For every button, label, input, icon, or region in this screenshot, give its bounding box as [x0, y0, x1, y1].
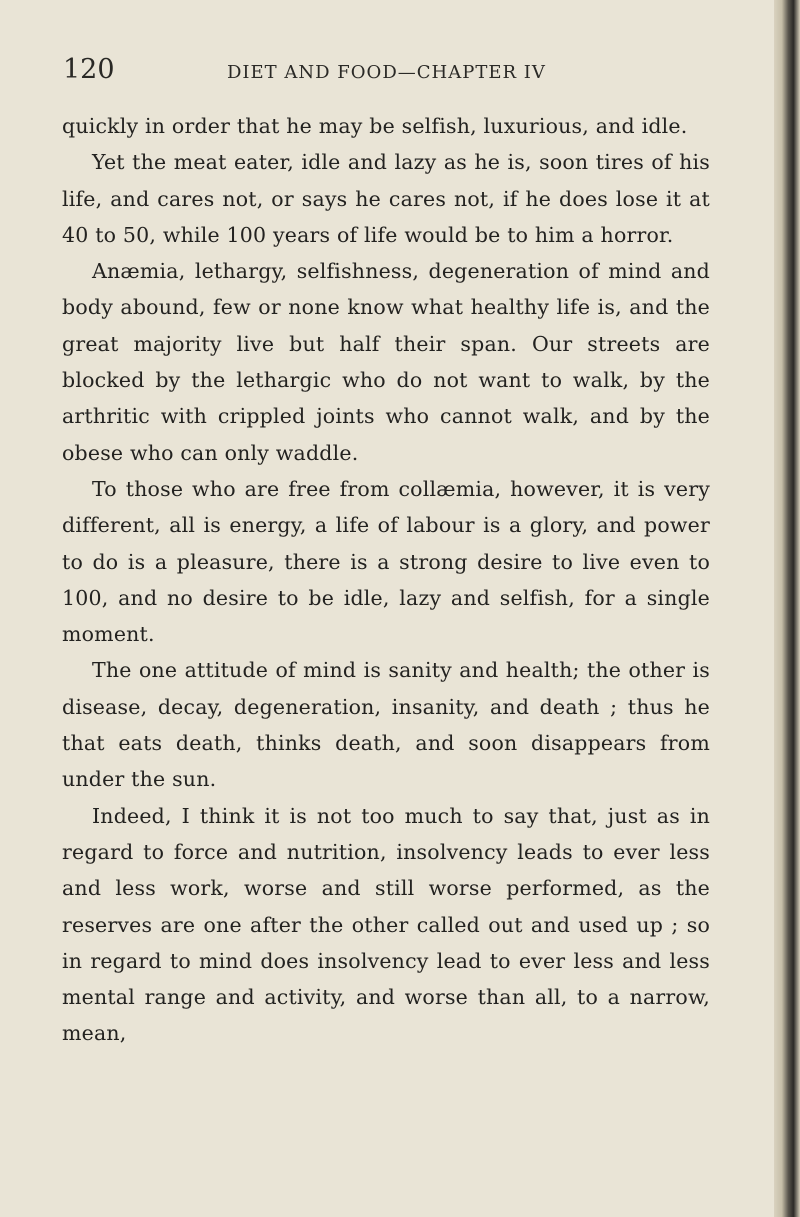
page-number: 120	[63, 54, 115, 85]
page-header	[0, 54, 800, 94]
page-binding-edge	[774, 0, 800, 1217]
paragraph: To those who are free from collæmia, however, it is very different, all is energy, a life of labour is a glory, and power to do is a pleasure, there is a strong desire to live even to 100, and no desire to be idle, lazy and selfish, for a single moment.	[62, 476, 710, 647]
paragraph: Anæmia, lethargy, selfishness, degeneration of mind and body abound, few or none know what healthy life is, and the great majority live but half their span. Our streets are blocked by the lethargic who do not want to walk, by the arthritic with crippled joints who cannot walk, and by the obese who can only waddle.	[62, 259, 710, 465]
paragraph: The one attitude of mind is sanity and health; the other is disease, decay, degeneration, insanity, and death ; thus he that eats death, thinks death, and soon disappears from under the sun.	[62, 658, 710, 792]
body-text	[62, 108, 710, 1052]
paragraph: Indeed, I think it is not too much to say that, just as in regard to force and nutrition, insolvency leads to ever less and less work, worse and still worse performed, as the reserves are one after the other called out and used up ; so in regard to mind does insolvency lead to ever less and less mental range and activity, and worse than all, to a narrow, mean,	[62, 803, 710, 1046]
paragraph: quickly in order that he may be selfish, luxurious, and idle.	[62, 114, 688, 138]
running-head: DIET AND FOOD—CHAPTER IV	[227, 62, 546, 83]
paragraph: Yet the meat eater, idle and lazy as he is, soon tires of his life, and cares not, or says he cares not, if he does lose it at 40 to 50, while 100 years of life would be to him a horror.	[62, 150, 710, 247]
